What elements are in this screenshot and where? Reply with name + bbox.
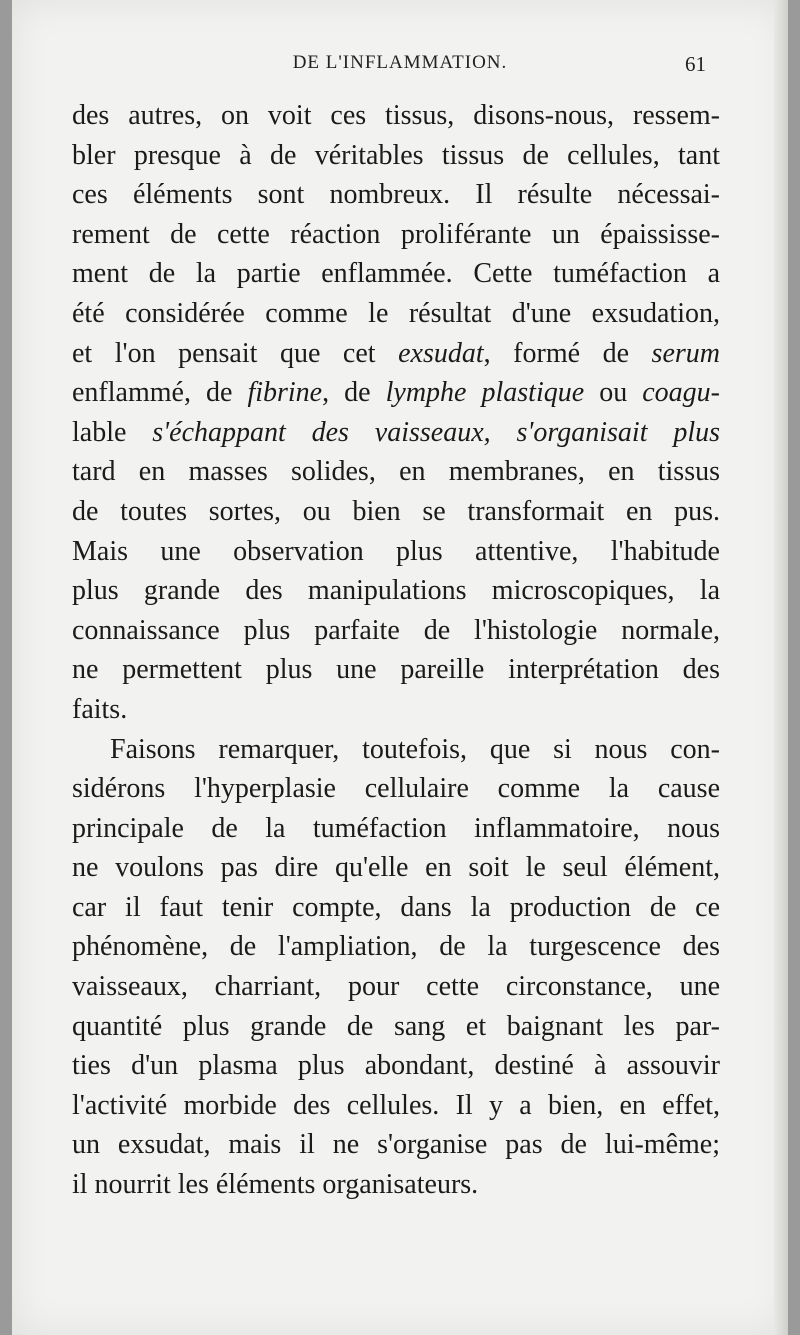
italic-term: lymphe plastique [385,377,585,409]
page-number: 61 [685,52,706,76]
text-line: un exsudat, mais il ne s'organise pas de lui-même; [72,1129,720,1161]
text-line: principale de la tuméfaction inflammatoire, nous [72,812,720,844]
text-line: bler presque à de véritables tissus de cellules, tant [72,139,720,171]
text-line: vaisseaux, charriant, pour cette circonstance, une [72,971,720,1003]
text-line: il nourrit les éléments organisateurs. [72,1169,479,1201]
text-line: connaissance plus parfaite de l'histologie normale, [72,614,720,646]
text-line: ces éléments sont nombreux. Il résulte nécessai- [72,179,720,211]
text-line: ment de la partie enflammée. Cette tuméfaction a [72,258,720,290]
text-line: Faisons remarquer, toutefois, que si nous con- [110,733,720,765]
running-title: DE L'INFLAMMATION. [292,52,508,73]
text-line: plus grande des manipulations microscopiques, la [72,575,720,607]
text-line: rement de cette réaction proliférante un épaississe- [72,218,720,250]
text-line: phénomène, de l'ampliation, de la turgescence des [72,931,720,963]
text-line: ties d'un plasma plus abondant, destiné à assouvir [72,1050,720,1082]
page-gutter [774,0,788,1335]
text-line: faits. [72,693,128,725]
italic-term: exsudat [398,337,484,369]
text-line: et l'on pensait que cet exsudat, formé de serum [72,337,720,369]
paragraph-1 [72,96,720,730]
body-text [72,96,720,1205]
text-line: de toutes sortes, ou bien se transformait en pus. [72,495,720,527]
book-page [12,0,788,1335]
italic-term: s'échappant des vaisseaux, s'organisait plus [126,416,720,448]
text-line: enflammé, de fibrine, de lymphe plastique ou coagu- [72,377,720,409]
italic-term: coagu- [642,377,720,409]
paragraph-2 [72,730,720,1205]
italic-term: serum [651,337,720,369]
text-line: tard en masses solides, en membranes, en tissus [72,456,720,488]
text-line: des autres, on voit ces tissus, disons-nous, ressem- [72,100,720,131]
text-line: été considérée comme le résultat d'une exsudation, [72,297,720,329]
text-line: lable s'échappant des vaisseaux, s'organisait plus [72,416,720,448]
text-line: l'activité morbide des cellules. Il y a bien, en effet, [72,1089,720,1121]
italic-term: fibrine [247,377,323,409]
text-line: ne permettent plus une pareille interprétation des [72,654,720,686]
text-line: quantité plus grande de sang et baignant les par- [72,1010,720,1042]
text-line: sidérons l'hyperplasie cellulaire comme la cause [72,773,720,805]
text-line: ne voulons pas dire qu'elle en soit le seul élément, [72,852,720,884]
text-line: car il faut tenir compte, dans la production de ce [72,891,720,923]
page-header [12,52,788,82]
text-line: Mais une observation plus attentive, l'habitude [72,535,720,567]
